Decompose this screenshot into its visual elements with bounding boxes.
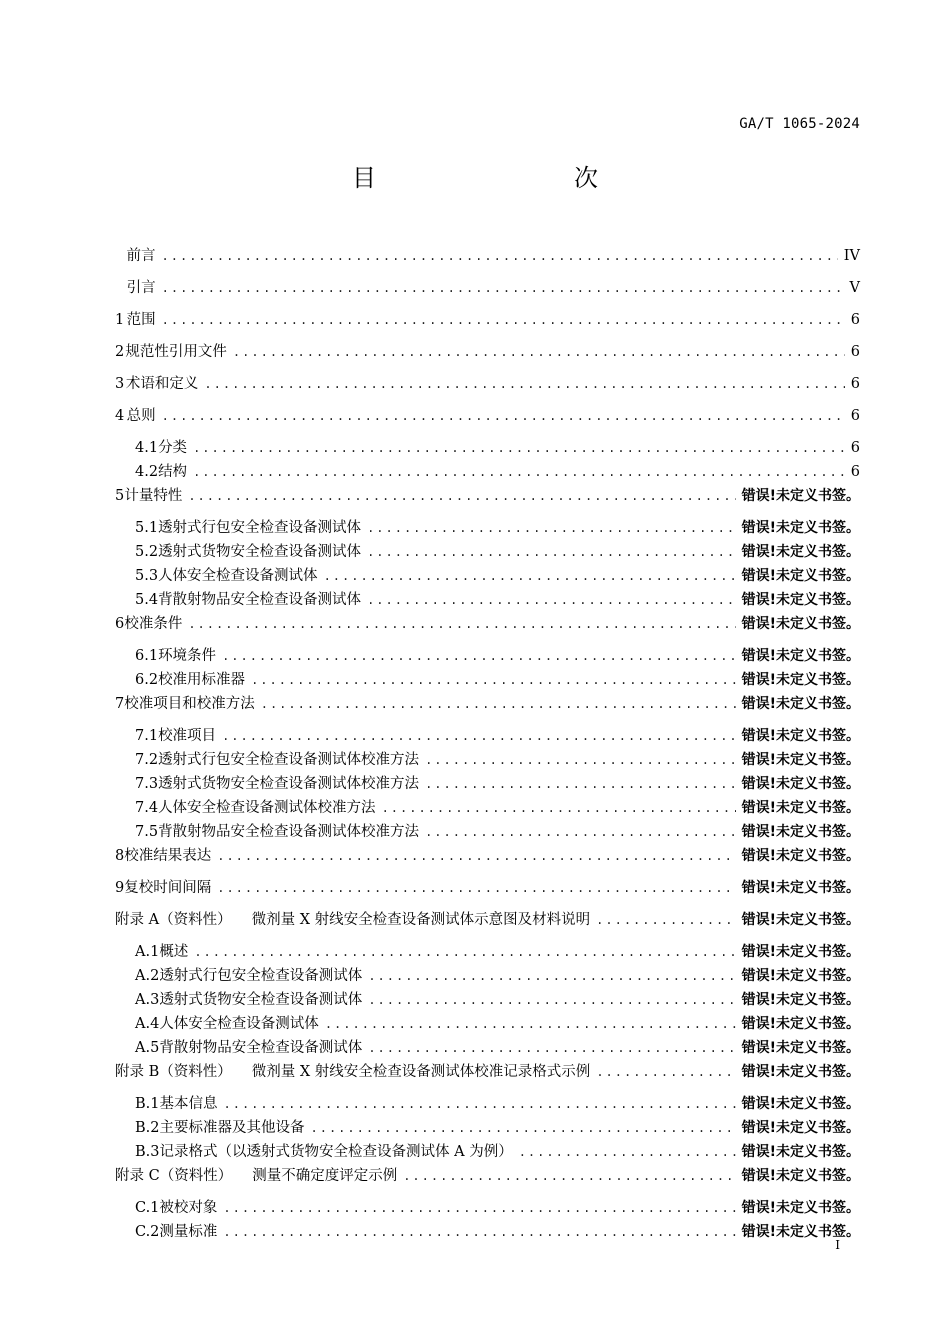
toc-entry-page: 错误!未定义书签。 (741, 696, 860, 712)
toc-entry-label: 计量特性 (124, 488, 183, 504)
toc-entry[interactable] (115, 436, 860, 460)
toc-entry-number: 附录 C（资料性） (115, 1168, 233, 1184)
toc-entry-label: 引言 (126, 280, 156, 296)
toc-entry-number: 4 (115, 408, 125, 424)
dot-leader (425, 777, 736, 791)
toc-entry-number: 附录 A（资料性） (115, 912, 232, 928)
toc-entry-label: 主要标准器及其他设备 (159, 1120, 305, 1136)
toc-entry-number: 9 (115, 880, 125, 896)
toc-entry-page: 6 (850, 440, 860, 456)
table-of-contents (115, 244, 860, 1244)
dot-leader (162, 409, 845, 423)
toc-entry-label: 记录格式（以透射式货物安全检查设备测试体 A 为例） (159, 1144, 513, 1160)
standard-code: GA/T 1065-2024 (739, 116, 860, 132)
toc-entry-label: 术语和定义 (125, 376, 199, 392)
toc-entry-number: C.2 (135, 1224, 160, 1240)
toc-entry-number: 附录 B（资料性） (115, 1064, 232, 1080)
dot-leader (368, 969, 735, 983)
toc-entry-page: 错误!未定义书签。 (741, 1120, 860, 1136)
toc-entry[interactable] (115, 1060, 860, 1092)
toc-entry-label: 透射式货物安全检查设备测试体校准方法 (158, 776, 420, 792)
toc-entry-page: 错误!未定义书签。 (741, 592, 860, 608)
toc-entry[interactable] (115, 1092, 860, 1116)
toc-entry-page: 错误!未定义书签。 (741, 1224, 860, 1240)
toc-entry[interactable] (115, 612, 860, 644)
dot-leader (204, 377, 844, 391)
dot-leader (325, 1017, 736, 1031)
toc-entry-label: 透射式行包安全检查设备测试体 (159, 968, 363, 984)
page-title: 目 次 (352, 164, 648, 192)
dot-leader (217, 881, 735, 895)
dot-leader (596, 1065, 735, 1079)
toc-entry-number: 4.1 (135, 440, 159, 456)
toc-entry-number: A.3 (135, 992, 160, 1008)
toc-entry[interactable] (115, 1140, 860, 1164)
toc-entry-number: C.1 (135, 1200, 160, 1216)
toc-entry-label: 背散射物品安全检查设备测试体 (158, 592, 362, 608)
toc-entry-label: 范围 (126, 312, 156, 328)
toc-entry-number: 7.3 (135, 776, 159, 792)
toc-entry-page: 6 (850, 464, 860, 480)
toc-entry-number: 6 (115, 616, 125, 632)
toc-entry-label: 背散射物品安全检查设备测试体校准方法 (158, 824, 420, 840)
toc-entry[interactable] (115, 588, 860, 612)
toc-entry-label: 被校对象 (159, 1200, 218, 1216)
toc-entry-number: 5 (115, 488, 125, 504)
toc-entry[interactable] (115, 748, 860, 772)
toc-entry-label: 微剂量 X 射线安全检查设备测试体校准记录格式示例 (251, 1064, 591, 1080)
toc-entry-label: 规范性引用文件 (125, 344, 227, 360)
toc-entry-label: 校准结果表达 (124, 848, 212, 864)
toc-entry-label: 校准条件 (124, 616, 183, 632)
toc-entry-number: 5.4 (135, 592, 159, 608)
toc-entry-page: 错误!未定义书签。 (741, 992, 860, 1008)
dot-leader (222, 729, 736, 743)
dot-leader (193, 441, 845, 455)
toc-entry-page: 错误!未定义书签。 (741, 1016, 860, 1032)
toc-entry-page: 错误!未定义书签。 (741, 616, 860, 632)
toc-entry-page: 错误!未定义书签。 (741, 824, 860, 840)
toc-entry-label: 分类 (158, 440, 188, 456)
toc-entry-label: 前言 (126, 248, 156, 264)
toc-entry-label: 人体安全检查设备测试体 (158, 568, 318, 584)
toc-entry-page: 错误!未定义书签。 (741, 1200, 860, 1216)
toc-entry-page: 错误!未定义书签。 (741, 848, 860, 864)
dot-leader (367, 521, 736, 535)
toc-entry-number: 6.2 (135, 672, 159, 688)
dot-leader (368, 1041, 735, 1055)
toc-entry-page: 错误!未定义书签。 (741, 1144, 860, 1160)
toc-entry[interactable] (115, 244, 860, 276)
toc-entry[interactable] (115, 876, 860, 908)
toc-entry-label: 微剂量 X 射线安全检查设备测试体示意图及材料说明 (251, 912, 591, 928)
toc-entry[interactable] (115, 540, 860, 564)
toc-entry-page: 错误!未定义书签。 (741, 728, 860, 744)
toc-entry-page: 6 (850, 312, 860, 328)
toc-entry[interactable] (115, 940, 860, 964)
toc-entry-page: 错误!未定义书签。 (741, 1096, 860, 1112)
toc-entry-page: 错误!未定义书签。 (741, 520, 860, 536)
toc-entry-page: 错误!未定义书签。 (741, 1168, 860, 1184)
dot-leader (162, 281, 844, 295)
toc-entry[interactable] (115, 724, 860, 748)
toc-entry[interactable] (115, 1116, 860, 1140)
toc-entry-label: 背散射物品安全检查设备测试体 (159, 1040, 363, 1056)
dot-leader (403, 1169, 735, 1183)
toc-entry-label: 校准项目 (158, 728, 217, 744)
dot-leader (251, 673, 736, 687)
toc-entry-page: 错误!未定义书签。 (741, 488, 860, 504)
toc-entry-label: 环境条件 (158, 648, 217, 664)
toc-entry-page: 错误!未定义书签。 (741, 968, 860, 984)
toc-entry-label: 透射式货物安全检查设备测试体 (158, 544, 362, 560)
toc-entry-page: 错误!未定义书签。 (741, 880, 860, 896)
toc-entry[interactable] (115, 372, 860, 404)
dot-leader (425, 825, 736, 839)
toc-entry-number: 2 (115, 344, 125, 360)
dot-leader (311, 1121, 736, 1135)
toc-entry-label: 基本信息 (159, 1096, 218, 1112)
toc-entry[interactable] (115, 668, 860, 692)
toc-entry-number: 8 (115, 848, 125, 864)
toc-entry-number: 7.2 (135, 752, 159, 768)
toc-entry-number: A.1 (135, 944, 160, 960)
toc-entry-number: 5.3 (135, 568, 159, 584)
toc-entry-page: 错误!未定义书签。 (741, 944, 860, 960)
dot-leader (367, 545, 736, 559)
toc-entry-label: 透射式行包安全检查设备测试体 (158, 520, 362, 536)
dot-leader (223, 1201, 735, 1215)
dot-leader (193, 465, 845, 479)
toc-entry-number: B.2 (135, 1120, 160, 1136)
toc-entry-number: 3 (115, 376, 125, 392)
toc-entry[interactable] (115, 964, 860, 988)
toc-entry[interactable] (115, 484, 860, 516)
toc-entry-label: 校准用标准器 (158, 672, 246, 688)
toc-entry-label: 透射式行包安全检查设备测试体校准方法 (158, 752, 420, 768)
dot-leader (217, 849, 735, 863)
dot-leader (224, 1097, 736, 1111)
dot-leader (382, 801, 736, 815)
toc-entry-label: 人体安全检查设备测试体校准方法 (158, 800, 376, 816)
toc-entry-page: 错误!未定义书签。 (741, 1040, 860, 1056)
toc-entry[interactable] (115, 796, 860, 820)
toc-entry-number: A.5 (135, 1040, 160, 1056)
toc-entry-page: 错误!未定义书签。 (741, 568, 860, 584)
page-number: I (835, 1238, 840, 1252)
toc-entry-page: 错误!未定义书签。 (741, 800, 860, 816)
toc-entry-number: B.3 (135, 1144, 160, 1160)
toc-entry-label: 透射式货物安全检查设备测试体 (159, 992, 363, 1008)
dot-leader (596, 913, 735, 927)
toc-entry-page: 6 (850, 408, 860, 424)
dot-leader (368, 993, 735, 1007)
toc-entry[interactable] (115, 644, 860, 668)
dot-leader (261, 697, 736, 711)
toc-entry[interactable] (115, 820, 860, 844)
toc-entry-number: 7.1 (135, 728, 159, 744)
toc-entry-page: 错误!未定义书签。 (741, 544, 860, 560)
toc-entry-label: 人体安全检查设备测试体 (159, 1016, 319, 1032)
dot-leader (162, 313, 845, 327)
toc-entry-label: 总则 (126, 408, 156, 424)
toc-entry[interactable] (115, 1012, 860, 1036)
toc-entry-page: 6 (850, 376, 860, 392)
toc-entry-label: 校准项目和校准方法 (124, 696, 255, 712)
dot-leader (223, 1225, 735, 1239)
toc-entry[interactable] (115, 340, 860, 372)
toc-entry-number: 1 (115, 312, 125, 328)
dot-leader (222, 649, 736, 663)
toc-entry[interactable] (115, 988, 860, 1012)
toc-entry[interactable] (115, 564, 860, 588)
toc-entry[interactable] (115, 1164, 860, 1196)
toc-entry[interactable] (115, 908, 860, 940)
toc-entry-number: 7.5 (135, 824, 159, 840)
toc-entry-label: 复校时间间隔 (124, 880, 212, 896)
toc-entry-page: 6 (850, 344, 860, 360)
dot-leader (188, 617, 735, 631)
dot-leader (367, 593, 736, 607)
dot-leader (162, 249, 838, 263)
toc-entry-number: 7.4 (135, 800, 159, 816)
toc-entry-page: V (849, 280, 860, 296)
dot-leader (324, 569, 736, 583)
dot-leader (233, 345, 845, 359)
toc-entry[interactable] (115, 1220, 860, 1244)
dot-leader (425, 753, 736, 767)
toc-entry-number: 6.1 (135, 648, 159, 664)
toc-entry-label: 测量不确定度评定示例 (252, 1168, 398, 1184)
toc-entry-number: 5.2 (135, 544, 159, 560)
toc-entry[interactable] (115, 772, 860, 796)
toc-entry-page: 错误!未定义书签。 (741, 1064, 860, 1080)
toc-entry-number: A.4 (135, 1016, 160, 1032)
toc-entry[interactable] (115, 692, 860, 724)
toc-entry[interactable] (115, 276, 860, 308)
toc-entry[interactable] (115, 1196, 860, 1220)
toc-entry-page: 错误!未定义书签。 (741, 912, 860, 928)
toc-entry-page: 错误!未定义书签。 (741, 648, 860, 664)
toc-entry[interactable] (115, 460, 860, 484)
toc-entry-page: 错误!未定义书签。 (741, 672, 860, 688)
toc-entry-page: 错误!未定义书签。 (741, 752, 860, 768)
toc-entry-number: B.1 (135, 1096, 160, 1112)
dot-leader (188, 489, 735, 503)
toc-entry-page: IV (843, 248, 860, 264)
toc-entry-label: 测量标准 (159, 1224, 218, 1240)
toc-entry-label: 结构 (158, 464, 188, 480)
toc-entry[interactable] (115, 516, 860, 540)
dot-leader (194, 945, 735, 959)
toc-entry[interactable] (115, 1036, 860, 1060)
toc-entry[interactable] (115, 404, 860, 436)
toc-entry-number: 5.1 (135, 520, 159, 536)
toc-entry-label: 概述 (159, 944, 189, 960)
toc-entry-number: A.2 (135, 968, 160, 984)
toc-entry[interactable] (115, 844, 860, 876)
toc-entry[interactable] (115, 308, 860, 340)
toc-entry-number: 4.2 (135, 464, 159, 480)
toc-entry-page: 错误!未定义书签。 (741, 776, 860, 792)
dot-leader (519, 1145, 736, 1159)
toc-entry-number: 7 (115, 696, 125, 712)
